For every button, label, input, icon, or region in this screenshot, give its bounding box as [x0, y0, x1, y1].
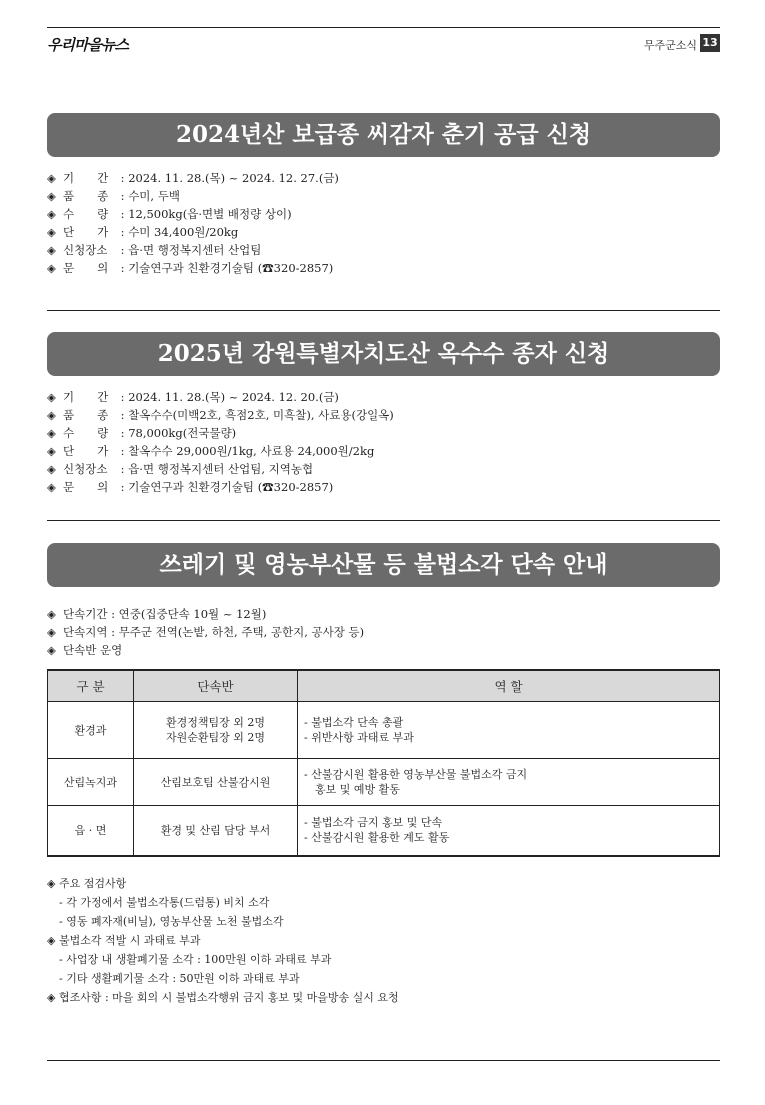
team-cell: [134, 702, 298, 759]
info-value: 읍·면 행정복지센터 산업팀, 지역농협: [128, 462, 314, 476]
table-row: [48, 759, 720, 806]
info-label: 신청장소: [63, 462, 108, 476]
table-header-row: [48, 670, 720, 702]
dept-cell: 환경과: [48, 702, 134, 759]
role-cell: [298, 702, 720, 759]
info-row: ◈ 신청장소 : 읍·면 행정복지센터 산업팀: [47, 243, 262, 257]
note-line: [47, 931, 399, 950]
role-line: - 산불감시원 활용한 계도 활동: [304, 831, 450, 845]
role-cell: [298, 806, 720, 856]
info-row: ◈ 단 가 : 찰옥수수 29,000원/1kg, 사료용 24,000원/2kg: [47, 444, 375, 458]
note-line: [47, 988, 399, 1007]
info-label: 문 의: [63, 480, 109, 494]
note-text: 협조사항 : 마을 회의 시 불법소각행위 금지 홍보 및 마을방송 실시 요청: [58, 991, 399, 1004]
table-row: [48, 702, 720, 759]
diamond-bullet-icon: ◈: [47, 189, 56, 203]
header-rule: [47, 27, 720, 28]
footer-rule: [47, 1060, 720, 1061]
note-text: 주요 점검사항: [58, 877, 127, 890]
info-label: 단속기간: [63, 607, 108, 621]
dept-cell: 읍 · 면: [48, 806, 134, 856]
info-value: 12,500kg(읍·면별 배정량 상이): [128, 207, 292, 221]
diamond-bullet-icon: ◈: [47, 171, 56, 185]
inspection-notes: [47, 874, 399, 1007]
team-line: 환경 및 산림 담당 부서: [160, 823, 271, 837]
team-cell: [134, 759, 298, 806]
role-line: 홍보 및 예방 활동: [304, 783, 400, 796]
info-row: ◈ 기 간 : 2024. 11. 28.(목) ~ 2024. 12. 27.(금): [47, 171, 339, 185]
info-row: ◈ 기 간 : 2024. 11. 28.(목) ~ 2024. 12. 20.(금): [47, 390, 339, 404]
note-text: 불법소각 적발 시 과태료 부과: [58, 934, 201, 947]
diamond-bullet-icon: ◈: [47, 991, 56, 1004]
info-label: 품 종: [63, 189, 109, 203]
diamond-bullet-icon: ◈: [47, 643, 56, 657]
team-cell: [134, 806, 298, 856]
info-row: ◈ 단속지역 : 무주군 전역(논밭, 하천, 주택, 공한지, 공사장 등): [47, 625, 365, 639]
seed-potato-info: [47, 169, 339, 277]
section-title-seed-potato: 2024년산 보급종 씨감자 춘기 공급 신청: [47, 113, 720, 157]
info-label: 문 의: [63, 261, 109, 275]
role-line: - 불법소각 단속 총괄: [304, 716, 404, 729]
info-value: 78,000kg(전국물량): [128, 426, 237, 440]
info-row: ◈ 수 량 : 78,000kg(전국물량): [47, 426, 237, 440]
info-value: 수미 34,400원/20kg: [128, 225, 239, 239]
note-line: - 영동 폐자재(비닐), 영농부산물 노천 불법소각: [59, 915, 284, 928]
info-row: ◈ 품 종 : 수미, 두백: [47, 189, 180, 203]
role-line: - 위반사항 과태료 부과: [304, 731, 414, 744]
note-line: - 기타 생활폐기물 소각 : 50만원 이하 과태료 부과: [59, 972, 300, 985]
publication-name: 무주군소식: [643, 39, 697, 52]
role-line: - 불법소각 금지 홍보 및 단속: [304, 816, 443, 830]
note-line: [47, 874, 399, 893]
diamond-bullet-icon: ◈: [47, 934, 56, 947]
diamond-bullet-icon: ◈: [47, 480, 56, 494]
team-line: 환경정책팀장 외 2명: [166, 716, 265, 729]
info-label: 단 가: [63, 225, 109, 239]
section-title-illegal-burning: 쓰레기 및 영농부산물 등 불법소각 단속 안내: [47, 543, 720, 587]
info-value: 2024. 11. 28.(목) ~ 2024. 12. 27.(금): [128, 171, 339, 185]
info-value: 찰옥수수(미백2호, 흑점2호, 미흑찰), 사료용(강일옥): [128, 408, 394, 422]
info-value: 기술연구과 친환경기술팀 (☎320-2857): [128, 261, 334, 275]
section-divider: [47, 310, 720, 311]
note-line: - 각 가정에서 불법소각통(드럼통) 비치 소각: [59, 896, 270, 909]
info-row: ◈ 단속기간 : 연중(집중단속 10월 ~ 12월): [47, 607, 267, 621]
enforcement-team-table: [47, 669, 720, 857]
info-value: 찰옥수수 29,000원/1kg, 사료용 24,000원/2kg: [128, 444, 375, 458]
info-value: 읍·면 행정복지센터 산업팀: [128, 243, 262, 257]
info-value: 무주군 전역(논밭, 하천, 주택, 공한지, 공사장 등): [118, 625, 365, 639]
info-row: ◈ 신청장소 : 읍·면 행정복지센터 산업팀, 지역농협: [47, 462, 314, 476]
info-label: 단속지역: [63, 625, 108, 639]
info-row: [47, 641, 364, 659]
diamond-bullet-icon: ◈: [47, 243, 56, 257]
note-line: - 사업장 내 생활폐기물 소각 : 100만원 이하 과태료 부과: [59, 953, 332, 966]
diamond-bullet-icon: ◈: [47, 261, 56, 275]
diamond-bullet-icon: ◈: [47, 390, 56, 404]
diamond-bullet-icon: ◈: [47, 225, 56, 239]
magazine-logo: 우리마을뉴스: [47, 36, 128, 54]
info-value: 기술연구과 친환경기술팀 (☎320-2857): [128, 480, 334, 494]
team-line: 산림보호팀 산불감시원: [160, 775, 271, 789]
info-label: 수 량: [63, 207, 109, 221]
column-header: 구 분: [48, 670, 134, 702]
diamond-bullet-icon: ◈: [47, 607, 56, 621]
role-line: - 산불감시원 활용한 영농부산물 불법소각 금지: [304, 768, 528, 781]
diamond-bullet-icon: ◈: [47, 444, 56, 458]
info-value: 연중(집중단속 10월 ~ 12월): [118, 607, 267, 621]
info-label: 신청장소: [63, 243, 108, 257]
diamond-bullet-icon: ◈: [47, 877, 56, 890]
diamond-bullet-icon: ◈: [47, 408, 56, 422]
diamond-bullet-icon: ◈: [47, 207, 56, 221]
info-label: 수 량: [63, 426, 109, 440]
info-row: ◈ 수 량 : 12,500kg(읍·면별 배정량 상이): [47, 207, 292, 221]
info-row: ◈ 단 가 : 수미 34,400원/20kg: [47, 225, 239, 239]
page-number: 13: [700, 34, 720, 52]
team-line: 자원순환팀장 외 2명: [166, 731, 265, 744]
info-row: ◈ 품 종 : 찰옥수수(미백2호, 흑점2호, 미흑찰), 사료용(강일옥): [47, 408, 394, 422]
info-value: 수미, 두백: [128, 189, 180, 203]
info-value: 2024. 11. 28.(목) ~ 2024. 12. 20.(금): [128, 390, 339, 404]
info-label: 기 간: [63, 390, 109, 404]
info-row: ◈ 문 의 : 기술연구과 친환경기술팀 (☎320-2857): [47, 480, 334, 494]
illegal-burning-info: [47, 605, 364, 659]
column-header: 역 할: [298, 670, 720, 702]
table-row: [48, 806, 720, 856]
dept-cell: 산림녹지과: [48, 759, 134, 806]
corn-seed-info: [47, 388, 394, 496]
info-label: 기 간: [63, 171, 109, 185]
diamond-bullet-icon: ◈: [47, 462, 56, 476]
role-cell: [298, 759, 720, 806]
info-label: 단속반 운영: [63, 643, 123, 657]
section-divider: [47, 520, 720, 521]
info-row: ◈ 문 의 : 기술연구과 친환경기술팀 (☎320-2857): [47, 261, 334, 275]
diamond-bullet-icon: ◈: [47, 426, 56, 440]
column-header: 단속반: [134, 670, 298, 702]
section-title-corn-seed: 2025년 강원특별자치도산 옥수수 종자 신청: [47, 332, 720, 376]
info-label: 단 가: [63, 444, 109, 458]
diamond-bullet-icon: ◈: [47, 625, 56, 639]
info-label: 품 종: [63, 408, 109, 422]
